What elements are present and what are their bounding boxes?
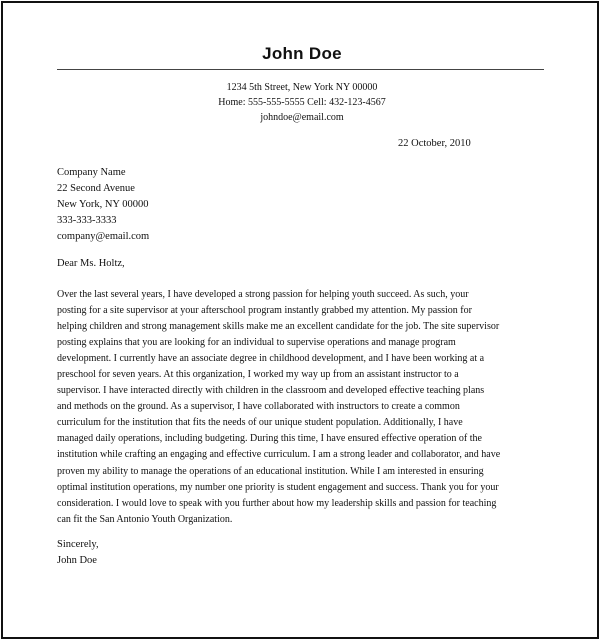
closing-block xyxy=(57,537,99,569)
signature-name: John Doe xyxy=(57,555,97,566)
sender-email: johndoe@email.com xyxy=(260,112,344,123)
letter-body xyxy=(57,287,547,528)
body-line: Over the last several years, I have developed a strong passion for helping youth succeed. As such, your xyxy=(57,289,469,300)
body-line: posting for a site supervisor at your afterschool program instantly grabbed my attention. My passion for xyxy=(57,305,472,317)
header-divider xyxy=(57,69,544,70)
sender-phones: Home: 555-555-5555 Cell: 432-123-4567 xyxy=(218,97,386,108)
recipient-block xyxy=(57,165,149,245)
body-line: consideration. I would love to speak with you further about how my leadership skills and passion for teaching xyxy=(57,497,497,509)
body-line: proven my ability to manage the operations of an educational institution. While I am interested in ensuring xyxy=(57,465,484,477)
sender-contact-block xyxy=(0,80,604,125)
body-line: posting explains that you are looking for an individual to supervise operations and manage program xyxy=(57,337,456,349)
body-line: helping children and strong management skills make me an excellent candidate for the job. The site supervisor xyxy=(57,321,500,333)
sender-address: 1234 5th Street, New York NY 00000 xyxy=(226,82,378,93)
letter-date: 22 October, 2010 xyxy=(398,138,471,149)
salutation: Dear Ms. Holtz, xyxy=(57,258,125,269)
body-line: and methods on the ground. As a supervisor, I have collaborated with instructors to create a common xyxy=(57,401,460,413)
body-line: supervisor. I have interacted directly with children in the classroom and developed effective teaching plans xyxy=(57,385,485,397)
recipient-city: New York, NY 00000 xyxy=(57,199,149,210)
sender-name: John Doe xyxy=(262,44,342,63)
body-line: can fit the San Antonio Youth Organization. xyxy=(57,513,233,525)
recipient-company: Company Name xyxy=(57,167,126,178)
recipient-email: company@email.com xyxy=(57,231,150,242)
body-line: curriculum for the institution that fits the needs of our unique student population. Additionally, I have xyxy=(57,417,463,429)
body-line: optimal institution operations, my number one priority is student engagement and success. Thank you for your xyxy=(57,481,499,493)
body-line: preschool for seven years. At this organization, I worked my way up from an assistant instructor to a xyxy=(57,369,459,381)
recipient-phone: 333-333-3333 xyxy=(57,215,117,226)
body-line: development. I currently have an associate degree in childhood development, and I have been working at a xyxy=(57,353,485,365)
recipient-street: 22 Second Avenue xyxy=(57,183,135,194)
body-line: institution while crafting an engaging and effective curriculum. I am a strong leader and collaborator, and have xyxy=(57,449,501,461)
valediction: Sincerely, xyxy=(57,539,99,550)
body-line: managed daily operations, including budgeting. During this time, I have ensured effective operation of the xyxy=(57,433,482,445)
